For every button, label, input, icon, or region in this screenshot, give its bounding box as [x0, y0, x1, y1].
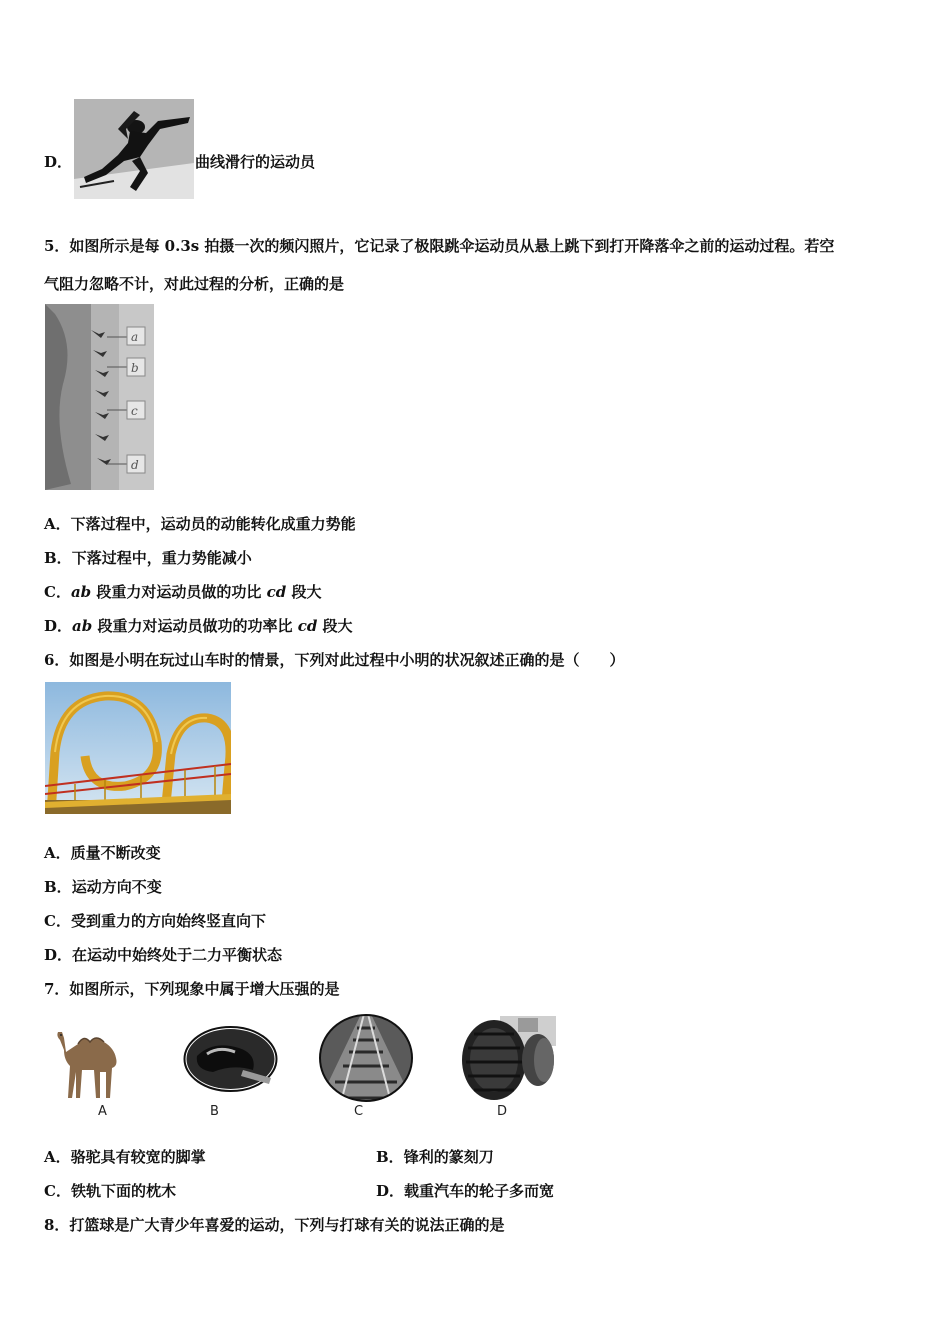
segment-cd: cd: [266, 583, 287, 601]
speed-skater-image: [74, 99, 194, 199]
image-label-c: C: [354, 1104, 364, 1119]
option-prefix: A．: [44, 515, 71, 533]
camel-image: [52, 1026, 128, 1102]
q7-option-c: [44, 1181, 176, 1201]
option-prefix: A．: [44, 1148, 71, 1166]
q8-question: 8．打篮球是广大青少年喜爱的运动，下列与打球有关的说法正确的是: [44, 1216, 505, 1234]
option-text: 骆驼具有较宽的脚掌: [70, 1148, 206, 1166]
q5-question-line1: 5．如图所示是每 0.3s 拍摄一次的频闪照片，它记录了极限跳伞运动员从悬上跳下到打开降落伞之前的运动过程。若空: [44, 237, 835, 255]
railway-track-image: [319, 1014, 413, 1102]
option-text: 受到重力的方向始终竖直向下: [70, 912, 266, 930]
option-prefix: B．: [376, 1148, 404, 1166]
photo-label-a: a: [131, 330, 139, 344]
q4-option-d-text: 曲线滑行的运动员: [195, 153, 316, 171]
option-prefix: C．: [44, 583, 71, 601]
option-text: 在运动中始终处于二力平衡状态: [72, 946, 283, 964]
segment-cd: cd: [297, 617, 318, 635]
option-text: 载重汽车的轮子多而宽: [404, 1182, 555, 1200]
q5-option-d: [44, 616, 353, 636]
option-prefix: A．: [44, 844, 71, 862]
image-label-b: B: [210, 1104, 219, 1119]
q5-option-b: [44, 548, 252, 568]
option-text: 下落过程中，重力势能减小: [71, 549, 252, 567]
option-prefix: C．: [44, 1182, 71, 1200]
skydiver-strobe-photo: [45, 304, 154, 490]
q7-option-d: [376, 1181, 554, 1201]
option-text: 质量不断改变: [70, 844, 161, 862]
q6-option-a: [44, 843, 161, 863]
carving-knife-image: [183, 1026, 278, 1092]
option-text: 运动方向不变: [71, 878, 162, 896]
option-text: 段重力对运动员做功的功率比: [92, 617, 298, 635]
truck-wheels-image: [460, 1014, 556, 1102]
option-text: 下落过程中，运动员的动能转化成重力势能: [70, 515, 356, 533]
photo-label-b: b: [131, 361, 139, 375]
q6-option-b: [44, 877, 162, 897]
photo-label-d: d: [131, 458, 139, 472]
option-text: 铁轨下面的枕木: [70, 1182, 176, 1200]
option-prefix: B．: [44, 878, 72, 896]
roller-coaster-image: [45, 682, 231, 814]
q5-question-line2: 气阻力忽略不计，对此过程的分析，正确的是: [44, 275, 345, 293]
option-prefix: D．: [44, 946, 73, 964]
photo-label-c: c: [131, 404, 138, 418]
segment-ab: ab: [72, 617, 93, 635]
image-label-a: A: [98, 1104, 107, 1119]
option-text-end: 段大: [317, 617, 353, 635]
q5-option-a: [44, 514, 356, 534]
image-label-d: D: [497, 1104, 508, 1119]
q5-option-c: [44, 582, 321, 602]
option-text: 锋利的篆刻刀: [403, 1148, 494, 1166]
q7-option-b: [376, 1147, 494, 1167]
q7-option-a: [44, 1147, 206, 1167]
q4-option-d: [44, 152, 72, 172]
option-text-end: 段大: [286, 583, 322, 601]
segment-ab: ab: [70, 583, 92, 601]
option-prefix: B．: [44, 549, 72, 567]
option-prefix: D．: [44, 153, 73, 171]
q7-question: 7．如图所示，下列现象中属于增大压强的是: [44, 980, 340, 998]
option-prefix: D．: [376, 1182, 405, 1200]
option-prefix: C．: [44, 912, 71, 930]
q6-option-c: [44, 911, 266, 931]
option-prefix: D．: [44, 617, 73, 635]
option-text: 段重力对运动员做的功比: [91, 583, 267, 601]
q6-question: 6．如图是小明在玩过山车时的情景，下列对此过程中小明的状况叙述正确的是（ ）: [44, 651, 625, 669]
q6-option-d: [44, 945, 282, 965]
